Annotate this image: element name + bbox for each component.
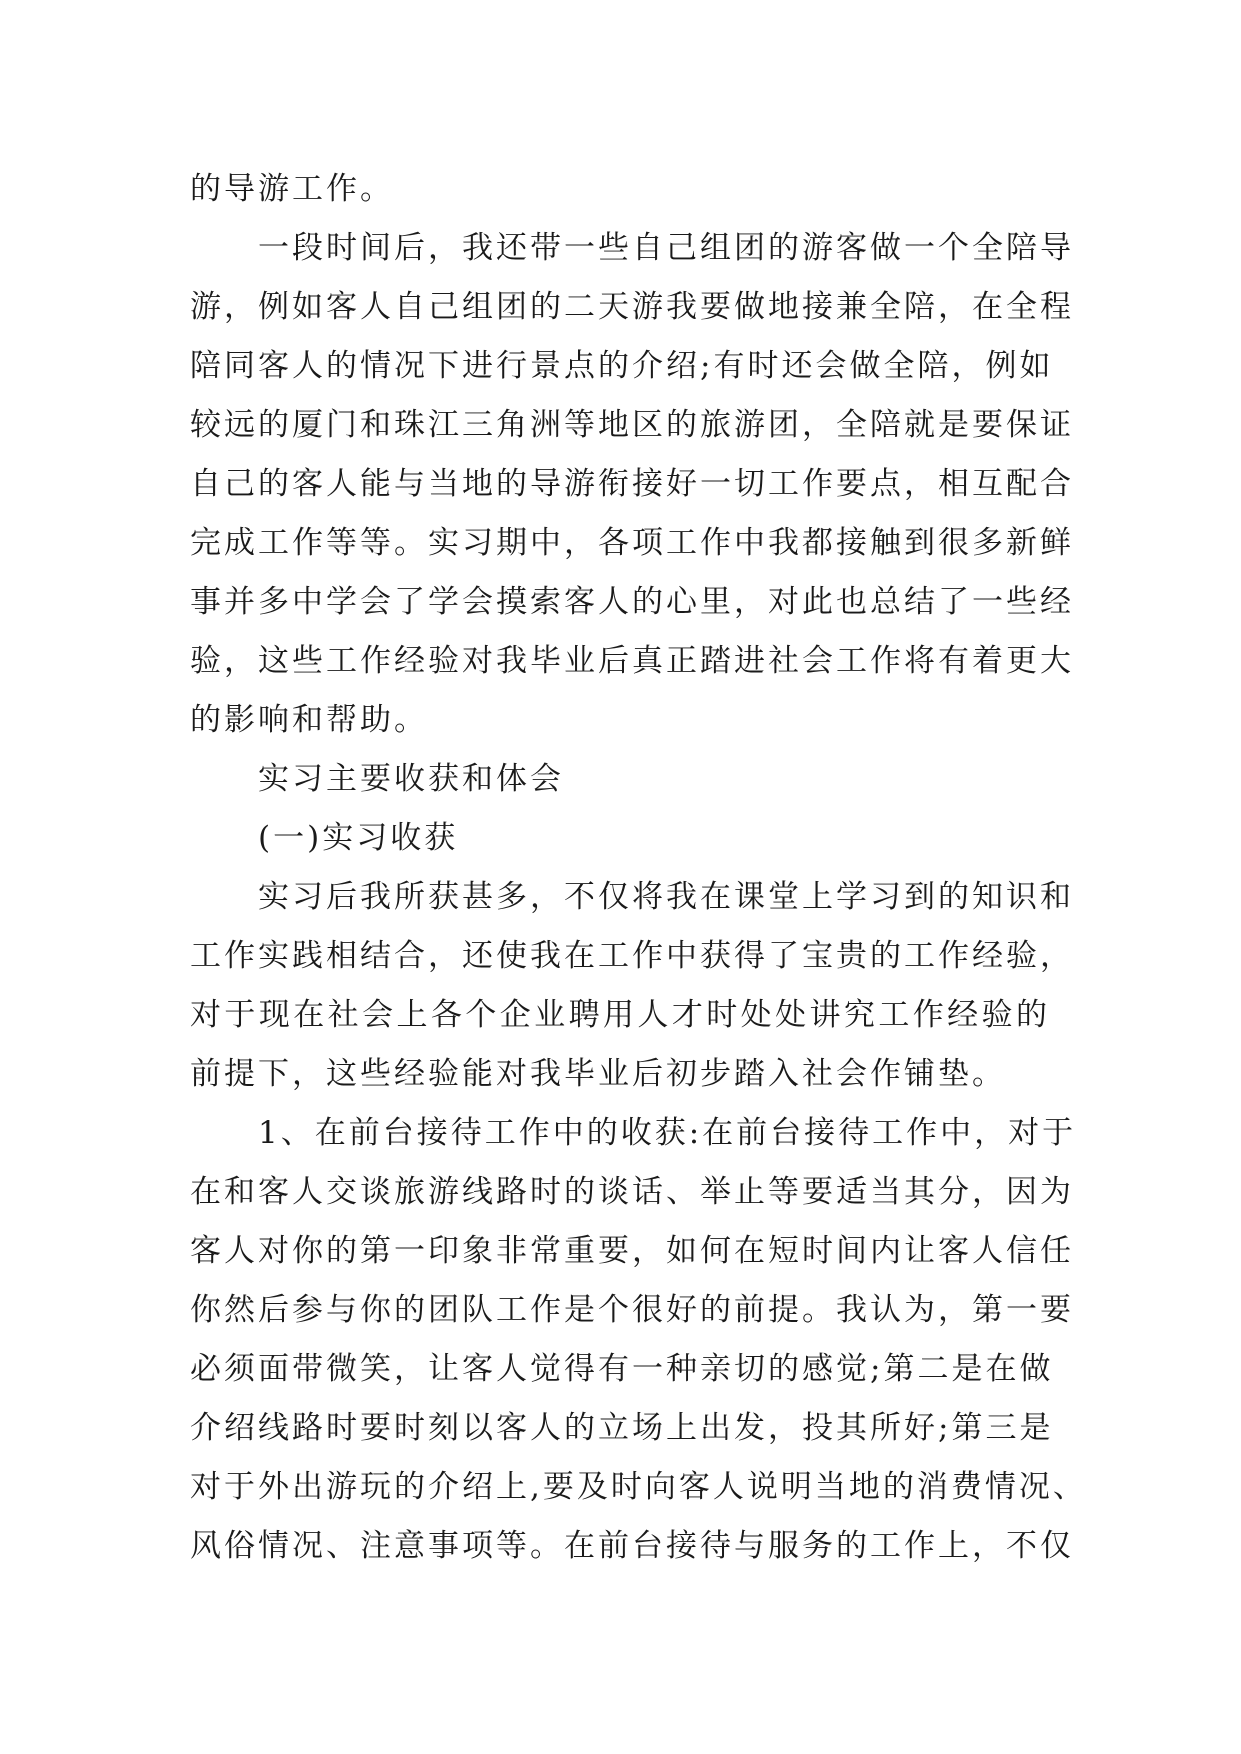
- document-body: [190, 160, 1087, 1576]
- text-line: 工作实践相结合，还使我在工作中获得了宝贵的工作经验，: [190, 938, 1074, 974]
- text-line: 对于外出游玩的介绍上,要及时向客人说明当地的消费情况、: [190, 1469, 1087, 1505]
- text-line: 实习主要收获和体会: [258, 761, 564, 797]
- text-line: 事并多中学会了学会摸索客人的心里，对此也总结了一些经: [190, 584, 1074, 620]
- text-line: (一)实习收获: [258, 820, 459, 856]
- text-line: 客人对你的第一印象非常重要，如何在短时间内让客人信任: [190, 1233, 1074, 1269]
- text-line: 游，例如客人自己组团的二天游我要做地接兼全陪，在全程: [190, 289, 1074, 325]
- text-line: 较远的厦门和珠江三角洲等地区的旅游团，全陪就是要保证: [190, 407, 1074, 443]
- text-line: 的导游工作。: [190, 171, 394, 207]
- text-line: 陪同客人的情况下进行景点的介绍;有时还会做全陪，例如: [190, 348, 1054, 384]
- text-line: 的影响和帮助。: [190, 702, 428, 738]
- text-line: 完成工作等等。实习期中，各项工作中我都接触到很多新鲜: [190, 525, 1074, 561]
- text-line: 对于现在社会上各个企业聘用人才时处处讲究工作经验的: [190, 997, 1050, 1033]
- text-line: 自己的客人能与当地的导游衔接好一切工作要点，相互配合: [190, 466, 1074, 502]
- text-line: 前提下，这些经验能对我毕业后初步踏入社会作铺垫。: [190, 1056, 1006, 1092]
- text-line: 介绍线路时要时刻以客人的立场上出发，投其所好;第三是: [190, 1410, 1054, 1446]
- text-line: 必须面带微笑，让客人觉得有一种亲切的感觉;第二是在做: [190, 1351, 1054, 1387]
- text-line: 验，这些工作经验对我毕业后真正踏进社会工作将有着更大: [190, 643, 1074, 679]
- text-line: 风俗情况、注意事项等。在前台接待与服务的工作上，不仅: [190, 1528, 1074, 1564]
- text-line: 你然后参与你的团队工作是个很好的前提。我认为，第一要: [190, 1292, 1074, 1328]
- text-line: 1、在前台接待工作中的收获:在前台接待工作中，对于: [258, 1115, 1077, 1151]
- text-line: 实习后我所获甚多，不仅将我在课堂上学习到的知识和: [258, 879, 1074, 915]
- text-line: 一段时间后，我还带一些自己组团的游客做一个全陪导: [258, 230, 1074, 266]
- text-line: 在和客人交谈旅游线路时的谈话、举止等要适当其分，因为: [190, 1174, 1074, 1210]
